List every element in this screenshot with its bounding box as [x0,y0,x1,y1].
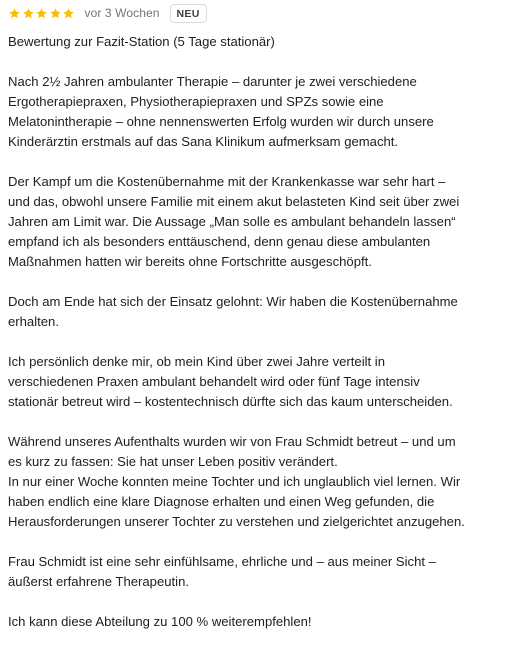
star-icon [35,7,48,20]
review-paragraph [8,172,503,272]
review-meta [8,1,503,25]
review-paragraph [8,292,503,332]
review-line: Ergotherapiepraxen, Physiotherapiepraxen und SPZs sowie eine [8,94,384,109]
review-line: empfand ich als besonders enttäuschend, denn genau diese ambulanten [8,234,431,249]
review-paragraph [8,612,503,632]
new-badge: NEU [170,4,207,23]
review-line: Jahren am Limit war. Die Aussage „Man solle es ambulant behandeln lassen“ [8,214,456,229]
review-line: Der Kampf um die Kostenübernahme mit der Krankenkasse war sehr hart – [8,174,446,189]
review-line: Frau Schmidt ist eine sehr einfühlsame, ehrliche und – aus meiner Sicht – [8,554,436,569]
star-rating [8,7,76,20]
star-icon [8,7,21,20]
star-icon [22,7,35,20]
review-line: Herausforderungen unserer Tochter zu verstehen und zielgerichtet anzugehen. [8,514,465,529]
review-line: Nach 2½ Jahren ambulanter Therapie – darunter je zwei verschiedene [8,74,417,89]
review-paragraph [8,552,503,592]
review-line: verschiedenen Praxen ambulant behandelt wird oder fünf Tage intensiv [8,374,420,389]
review-line: es kurz zu fassen: Sie hat unser Leben positiv verändert. [8,454,338,469]
review-paragraph [8,72,503,152]
star-icon [49,7,62,20]
star-icon [62,7,75,20]
review-line: stationär betreut wird – kostentechnisch dürfte sich das kaum unterscheiden. [8,394,453,409]
review-line: Kinderärztin erstmals auf das Sana Klinikum aufmerksam gemacht. [8,134,399,149]
review-line: Ich kann diese Abteilung zu 100 % weiterempfehlen! [8,614,312,629]
review-card [8,0,503,652]
review-line: haben endlich eine klare Diagnose erhalten und einen Weg gefunden, die [8,494,435,509]
review-line: erhalten. [8,314,59,329]
review-line: Während unseres Aufenthalts wurden wir von Frau Schmidt betreut – und um [8,434,456,449]
review-line: Melatonintherapie – ohne nennenswerten Erfolg wurden wir durch unsere [8,114,434,129]
review-paragraph [8,32,503,52]
review-line: Doch am Ende hat sich der Einsatz gelohnt: Wir haben die Kostenübernahme [8,294,458,309]
review-line: Maßnahmen hatten wir bereits ohne Fortschritte ausgeschöpft. [8,254,372,269]
review-date: vor 3 Wochen [84,6,160,20]
review-line: Ich persönlich denke mir, ob mein Kind über zwei Jahre verteilt in [8,354,385,369]
review-line: und das, obwohl unsere Familie mit einem akut belasteten Kind seit über zwei [8,194,460,209]
review-paragraph [8,352,503,412]
review-line: In nur einer Woche konnten meine Tochter und ich unglaublich viel lernen. Wir [8,474,461,489]
review-line: äußerst erfahrene Therapeutin. [8,574,189,589]
review-paragraph [8,432,503,532]
review-line: Bewertung zur Fazit-Station (5 Tage stationär) [8,34,275,49]
review-text [8,32,503,632]
